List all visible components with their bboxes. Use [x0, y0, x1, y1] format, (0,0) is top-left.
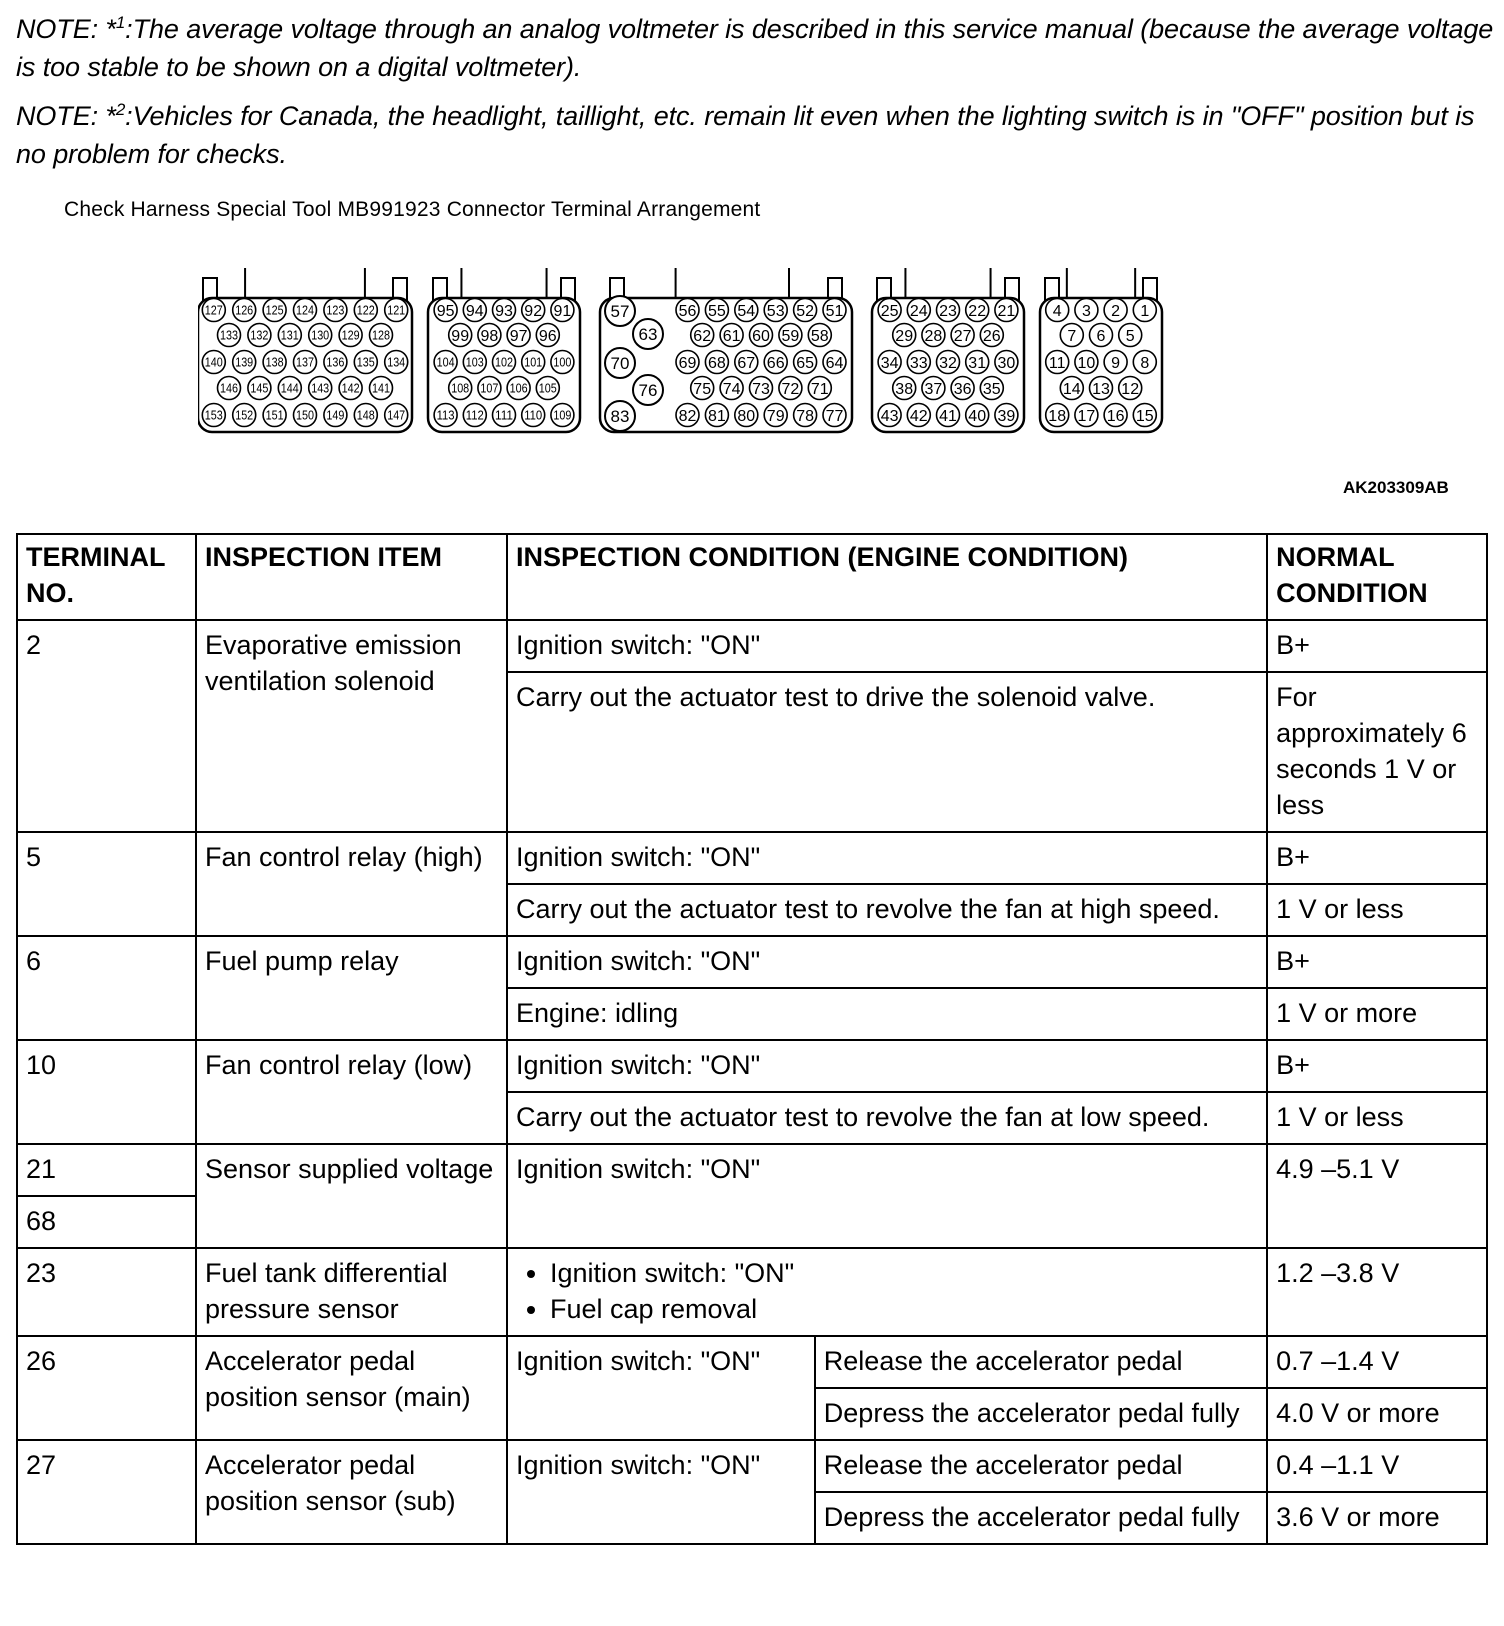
terminal-cell: 68: [17, 1196, 196, 1248]
terminal-label: 145: [250, 381, 269, 396]
terminal-cell: 21: [17, 1144, 196, 1196]
terminal-label: 53: [766, 302, 785, 320]
header-inspection-condition: INSPECTION CONDITION (ENGINE CONDITION): [507, 534, 1267, 620]
note-2-prefix: NOTE: *: [16, 101, 116, 131]
terminal-label: 113: [436, 408, 455, 423]
terminal-label: 124: [296, 303, 315, 318]
terminal-label: 42: [909, 407, 928, 425]
terminal-label: 7: [1067, 327, 1077, 345]
terminal-label: 72: [781, 380, 800, 398]
table-row: [17, 936, 1487, 988]
terminal-label: 76: [638, 381, 658, 400]
condition-cell: Ignition switch: "ON": [507, 936, 1267, 988]
terminal-cell: 26: [17, 1336, 196, 1440]
normal-cell: 1 V or more: [1267, 988, 1487, 1040]
table-row: [17, 832, 1487, 884]
terminal-label: 35: [982, 380, 1001, 398]
terminal-label: 32: [939, 354, 957, 372]
normal-cell: 1.2 –3.8 V: [1267, 1248, 1487, 1336]
terminal-label: 107: [480, 381, 499, 396]
terminal-label: 137: [296, 355, 315, 370]
terminal-label: 73: [752, 380, 770, 398]
terminal-cell: 27: [17, 1440, 196, 1544]
terminal-label: 81: [708, 407, 726, 425]
normal-cell: 1 V or less: [1267, 884, 1487, 936]
terminal-label: 8: [1140, 354, 1150, 372]
terminal-label: 51: [825, 302, 844, 320]
terminal-label: 152: [235, 408, 254, 423]
terminal-label: 69: [678, 354, 697, 372]
normal-cell: B+: [1267, 620, 1487, 672]
terminal-label: 99: [451, 327, 470, 345]
terminal-label: 28: [924, 327, 943, 345]
normal-cell: 1 V or less: [1267, 1092, 1487, 1144]
sub-condition-cell: Depress the accelerator pedal fully: [815, 1388, 1267, 1440]
sub-condition-cell: Depress the accelerator pedal fully: [815, 1492, 1267, 1544]
terminal-label: 149: [326, 408, 345, 423]
terminal-label: 125: [265, 303, 284, 318]
table-header-row: [17, 534, 1487, 620]
terminal-label: 9: [1111, 354, 1121, 372]
normal-cell: 0.7 –1.4 V: [1267, 1336, 1487, 1388]
terminal-label: 122: [356, 303, 375, 318]
terminal-label: 95: [436, 302, 455, 320]
note-2-superscript: 2: [115, 100, 126, 119]
terminal-label: 26: [982, 327, 1001, 345]
terminal-label: 40: [968, 407, 987, 425]
diagram-caption: Check Harness Special Tool MB991923 Connector Terminal Arrangement: [64, 198, 761, 221]
table-row: [17, 620, 1487, 672]
terminal-label: 34: [880, 354, 899, 372]
terminal-label: 98: [480, 327, 499, 345]
condition-cell: Engine: idling: [507, 988, 1267, 1040]
terminal-label: 18: [1048, 407, 1067, 425]
terminal-label: 56: [678, 302, 697, 320]
notes-section: [16, 4, 1496, 178]
header-inspection-item: INSPECTION ITEM: [196, 534, 507, 620]
item-cell: Fan control relay (high): [196, 832, 507, 936]
terminal-label: 5: [1125, 327, 1135, 345]
terminal-label: 142: [341, 381, 360, 396]
item-cell: Fan control relay (low): [196, 1040, 507, 1144]
terminal-label: 94: [465, 302, 484, 320]
condition-cell: Ignition switch: "ON": [507, 620, 1267, 672]
terminal-label: 129: [341, 328, 360, 343]
terminal-label: 80: [737, 407, 756, 425]
condition-cell: Carry out the actuator test to drive the solenoid valve.: [507, 672, 1267, 832]
terminal-cell: 5: [17, 832, 196, 936]
normal-cell: 3.6 V or more: [1267, 1492, 1487, 1544]
condition-cell: [507, 1248, 1267, 1336]
terminal-label: 106: [509, 381, 528, 396]
condition-bullet-list: [516, 1255, 1258, 1327]
normal-cell: 4.9 –5.1 V: [1267, 1144, 1487, 1248]
terminal-label: 52: [796, 302, 814, 320]
terminal-label: 148: [356, 408, 375, 423]
normal-cell: 0.4 –1.1 V: [1267, 1440, 1487, 1492]
terminal-label: 143: [311, 381, 330, 396]
terminal-label: 109: [553, 408, 572, 423]
terminal-label: 61: [722, 327, 741, 345]
terminal-label: 108: [451, 381, 470, 396]
terminal-label: 11: [1048, 354, 1066, 372]
terminal-label: 130: [311, 328, 330, 343]
terminal-label: 16: [1106, 407, 1125, 425]
condition-cell: Ignition switch: "ON": [507, 1144, 1267, 1248]
terminal-label: 2: [1111, 302, 1121, 320]
terminal-label: 132: [250, 328, 269, 343]
condition-cell: Ignition switch: "ON": [507, 1336, 815, 1440]
terminal-label: 4: [1052, 302, 1062, 320]
terminal-label: 66: [766, 354, 785, 372]
terminal-label: 10: [1077, 354, 1096, 372]
terminal-label: 139: [235, 355, 254, 370]
terminal-label: 17: [1077, 407, 1096, 425]
terminal-label: 29: [895, 327, 914, 345]
terminal-label: 54: [737, 302, 756, 320]
item-cell: Accelerator pedal position sensor (main): [196, 1336, 507, 1440]
table-row: [17, 1248, 1487, 1336]
terminal-label: 96: [538, 327, 557, 345]
terminal-label: 58: [810, 327, 829, 345]
terminal-label: 134: [387, 355, 406, 370]
terminal-label: 103: [465, 355, 484, 370]
terminal-label: 23: [939, 302, 957, 320]
terminal-label: 78: [796, 407, 814, 425]
table-row: [17, 1336, 1487, 1388]
note-2: [16, 91, 1496, 173]
normal-cell: 4.0 V or more: [1267, 1388, 1487, 1440]
condition-cell: Ignition switch: "ON": [507, 1040, 1267, 1092]
terminal-label: 92: [524, 302, 543, 320]
terminal-label: 12: [1121, 380, 1140, 398]
note-1: [16, 4, 1496, 86]
terminal-label: 82: [678, 407, 697, 425]
sub-condition-cell: Release the accelerator pedal: [815, 1336, 1267, 1388]
terminal-label: 79: [766, 407, 785, 425]
item-cell: Fuel pump relay: [196, 936, 507, 1040]
terminal-label: 100: [553, 355, 572, 370]
header-normal-condition: NORMAL CONDITION: [1267, 534, 1487, 620]
note-1-superscript: 1: [115, 13, 126, 32]
table-row: [17, 1144, 1487, 1196]
terminal-label: 75: [693, 380, 712, 398]
terminal-label: 62: [693, 327, 712, 345]
normal-cell: B+: [1267, 1040, 1487, 1092]
note-1-text: :The average voltage through an analog voltmeter is described in this service manual (because the average voltage is too stable to be shown on a digital voltmeter).: [16, 14, 1494, 82]
terminal-label: 37: [924, 380, 943, 398]
condition-cell: Ignition switch: "ON": [507, 1440, 815, 1544]
terminal-label: 71: [810, 380, 829, 398]
connector-terminal-diagram: [198, 268, 1198, 458]
terminal-label: 68: [708, 354, 726, 372]
terminal-label: 65: [796, 354, 814, 372]
table-row: [17, 1440, 1487, 1492]
terminal-label: 151: [265, 408, 284, 423]
terminal-label: 63: [638, 325, 658, 344]
terminal-label: 3: [1081, 302, 1091, 320]
header-terminal-no: TERMINAL NO.: [17, 534, 196, 620]
terminal-label: 41: [939, 407, 957, 425]
terminal-label: 25: [880, 302, 899, 320]
terminal-label: 135: [356, 355, 375, 370]
terminal-label: 33: [909, 354, 928, 372]
list-item: • Ignition switch: "ON": [550, 1255, 1258, 1291]
list-item: • Fuel cap removal: [550, 1291, 1258, 1327]
terminal-label: 111: [495, 408, 514, 423]
item-cell: Sensor supplied voltage: [196, 1144, 507, 1248]
terminal-label: 140: [204, 355, 223, 370]
condition-cell: Carry out the actuator test to revolve the fan at high speed.: [507, 884, 1267, 936]
terminal-label: 30: [997, 354, 1016, 372]
condition-cell: Ignition switch: "ON": [507, 832, 1267, 884]
terminal-label: 138: [265, 355, 284, 370]
terminal-label: 31: [968, 354, 987, 372]
note-1-prefix: NOTE: *: [16, 14, 116, 44]
terminal-label: 121: [387, 303, 406, 318]
terminal-label: 38: [895, 380, 914, 398]
terminal-label: 14: [1062, 380, 1081, 398]
normal-cell: B+: [1267, 936, 1487, 988]
terminal-label: 13: [1092, 380, 1110, 398]
terminal-cell: 23: [17, 1248, 196, 1336]
terminal-label: 131: [280, 328, 299, 343]
terminal-label: 74: [722, 380, 741, 398]
note-2-text: :Vehicles for Canada, the headlight, taillight, etc. remain lit even when the lighting switch is in "OFF" position but is no problem for checks.: [16, 101, 1475, 169]
terminal-label: 55: [708, 302, 726, 320]
terminal-label: 136: [326, 355, 345, 370]
terminal-label: 93: [495, 302, 513, 320]
inspection-table: [16, 533, 1488, 1545]
terminal-label: 60: [752, 327, 770, 345]
terminal-label: 128: [372, 328, 391, 343]
item-cell: Evaporative emission ventilation solenoid: [196, 620, 507, 832]
sub-condition-cell: Release the accelerator pedal: [815, 1440, 1267, 1492]
terminal-label: 110: [524, 408, 543, 423]
terminal-label: 127: [204, 303, 223, 318]
terminal-cell: 10: [17, 1040, 196, 1144]
terminal-label: 97: [509, 327, 528, 345]
terminal-label: 1: [1140, 302, 1150, 320]
terminal-cell: 6: [17, 936, 196, 1040]
terminal-label: 57: [610, 302, 630, 321]
terminal-label: 104: [436, 355, 455, 370]
terminal-label: 24: [909, 302, 928, 320]
normal-cell: For approximately 6 seconds 1 V or less: [1267, 672, 1487, 832]
terminal-label: 105: [538, 381, 557, 396]
terminal-label: 126: [235, 303, 254, 318]
terminal-label: 59: [781, 327, 800, 345]
terminal-label: 141: [372, 381, 391, 396]
terminal-label: 123: [326, 303, 345, 318]
terminal-label: 133: [220, 328, 239, 343]
terminal-label: 21: [997, 302, 1016, 320]
terminal-label: 112: [465, 408, 484, 423]
terminal-cell: 2: [17, 620, 196, 832]
terminal-label: 153: [204, 408, 223, 423]
terminal-label: 77: [825, 407, 844, 425]
figure-code: AK203309AB: [1343, 478, 1449, 497]
terminal-label: 101: [524, 355, 543, 370]
terminal-label: 144: [280, 381, 299, 396]
terminal-label: 27: [953, 327, 972, 345]
terminal-label: 36: [953, 380, 972, 398]
item-cell: Fuel tank differential pressure sensor: [196, 1248, 507, 1336]
normal-cell: B+: [1267, 832, 1487, 884]
terminal-label: 91: [553, 302, 572, 320]
terminal-label: 15: [1135, 407, 1154, 425]
terminal-label: 102: [495, 355, 514, 370]
terminal-label: 147: [387, 408, 406, 423]
item-cell: Accelerator pedal position sensor (sub): [196, 1440, 507, 1544]
terminal-label: 64: [825, 354, 844, 372]
terminal-label: 150: [296, 408, 315, 423]
terminal-label: 6: [1096, 327, 1106, 345]
terminal-label: 83: [610, 407, 630, 426]
terminal-label: 67: [737, 354, 756, 372]
terminal-label: 43: [880, 407, 899, 425]
terminal-label: 22: [968, 302, 987, 320]
table-row: [17, 1040, 1487, 1092]
terminal-label: 70: [610, 354, 630, 373]
condition-cell: Carry out the actuator test to revolve the fan at low speed.: [507, 1092, 1267, 1144]
terminal-label: 39: [997, 407, 1016, 425]
terminal-label: 146: [220, 381, 239, 396]
